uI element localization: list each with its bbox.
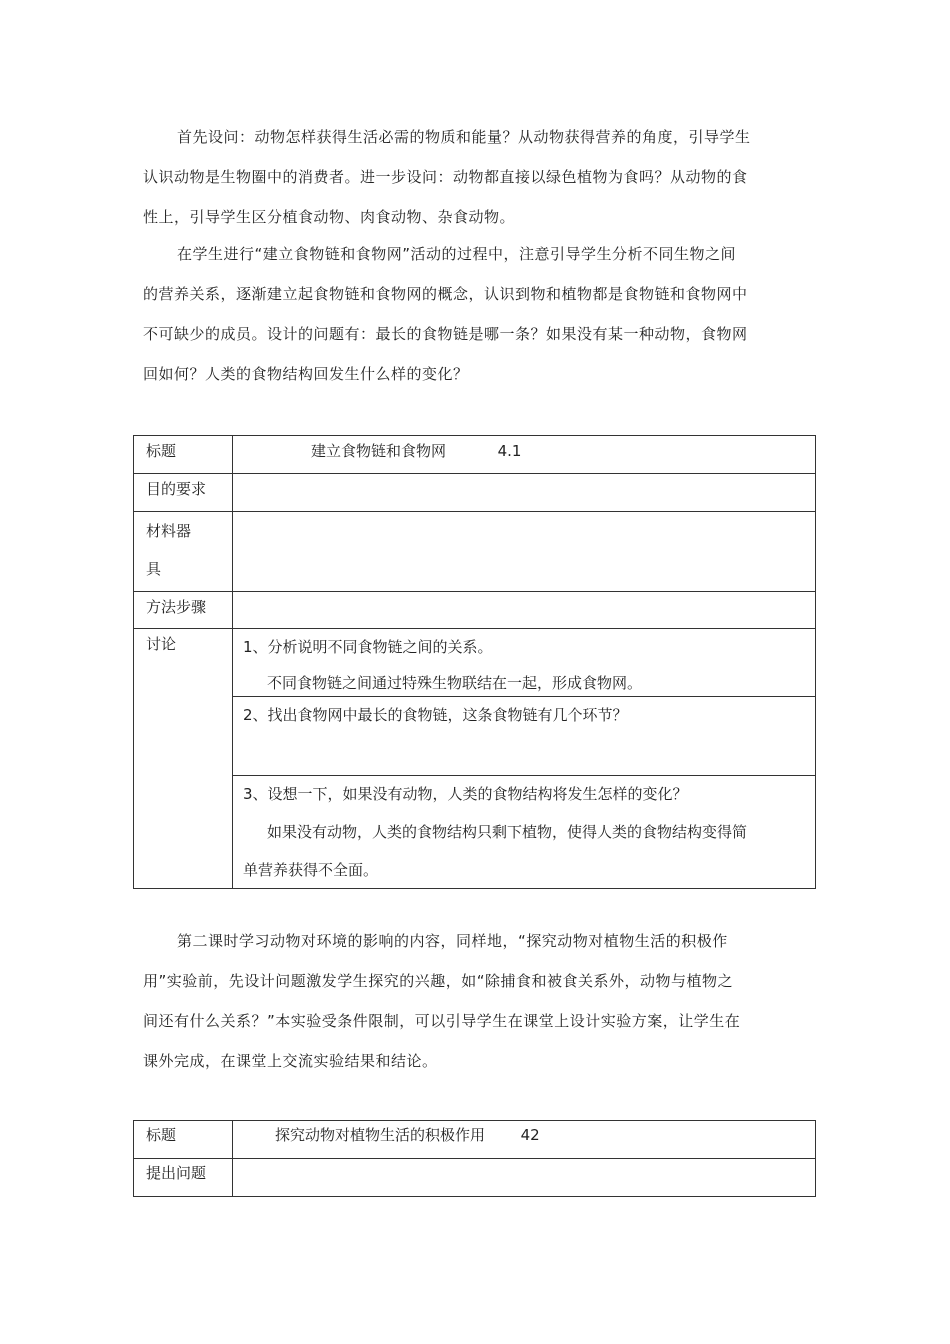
text-line: 在学生进行“建立食物链和食物网”活动的过程中，注意引导学生分析不同生物之间 <box>177 245 737 263</box>
discussion-label: 讨论 <box>134 629 233 889</box>
question-cell <box>233 1159 816 1197</box>
text-line: 用”实验前，先设计问题激发学生探究的兴趣，如“除捕食和被食关系外，动物与植物之 <box>143 972 734 990</box>
discussion-item-3: 3、设想一下，如果没有动物，人类的食物结构将发生怎样的变化？ 如果没有动物，人类的食物结构只剩下植物，使得人类的食物结构变得简 单营养获得不全面。 <box>243 785 748 879</box>
method-cell <box>233 592 816 629</box>
title-cell <box>233 1121 816 1159</box>
goal-label: 目的要求 <box>134 474 233 512</box>
text-line: 间还有什么关系？”本实验受条件限制，可以引导学生在课堂上设计实验方案，让学生在 <box>143 1012 741 1030</box>
discussion-item-2: 2、找出食物网中最长的食物链，这条食物链有几个环节？ <box>233 697 815 776</box>
activity-title: 探究动物对植物生活的积极作用 <box>275 1126 486 1144</box>
title-label: 标题 <box>134 436 233 474</box>
text-line: 性上，引导学生区分植食动物、肉食动物、杂食动物。 <box>143 208 516 226</box>
method-label: 方法步骤 <box>134 592 233 629</box>
text-line: 第二课时学习动物对环境的影响的内容，同样地，“探究动物对植物生活的积极作 <box>177 932 728 950</box>
goal-cell <box>233 474 816 512</box>
activity-title: 建立食物链和食物网 <box>311 442 447 460</box>
discussion-cell <box>233 629 816 889</box>
text-line: 首先设问：动物怎样获得生活必需的物质和能量？从动物获得营养的角度，引导学生 <box>177 128 751 146</box>
animal-effect-activity-table <box>133 1120 816 1197</box>
materials-cell <box>233 512 816 592</box>
title-cell <box>233 436 816 474</box>
materials-label: 材料器 具 <box>134 512 233 592</box>
text-line: 认识动物是生物圈中的消费者。进一步设问：动物都直接以绿色植物为食吗？从动物的食 <box>143 168 748 186</box>
text-line: 课外完成，在课堂上交流实验结果和结论。 <box>143 1052 438 1070</box>
activity-number: 42 <box>520 1126 540 1144</box>
activity-paragraph <box>143 234 815 394</box>
text-line: 回如何？人类的食物结构回发生什么样的变化？ <box>143 365 469 383</box>
food-web-activity-table <box>133 435 816 889</box>
discussion-item-1: 1、分析说明不同食物链之间的关系。 不同食物链之间通过特殊生物联结在一起，形成食物网。 <box>233 629 815 697</box>
title-label: 标题 <box>134 1121 233 1159</box>
text-line: 的营养关系，逐渐建立起食物链和食物网的概念，认识到物和植物都是食物链和食物网中 <box>143 285 748 303</box>
text-line: 不可缺少的成员。设计的问题有：最长的食物链是哪一条？如果没有某一种动物，食物网 <box>143 325 748 343</box>
activity-number: 4.1 <box>497 442 522 460</box>
second-lesson-paragraph <box>143 921 815 1081</box>
question-label: 提出问题 <box>134 1159 233 1197</box>
intro-paragraph <box>143 117 815 237</box>
